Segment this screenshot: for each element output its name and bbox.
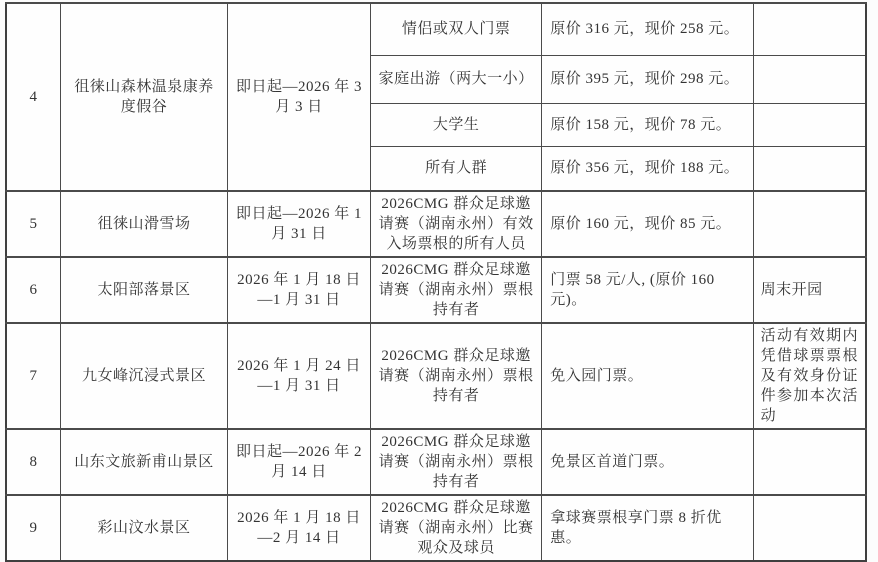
- period-cell: 2026 年 1 月 18 日—1 月 31 日: [228, 257, 371, 323]
- period-cell: 即日起—2026 年 3 月 3 日: [228, 3, 371, 191]
- row-number-cell: 5: [6, 191, 60, 257]
- table-row: [6, 429, 866, 495]
- note-cell: 周末开园: [753, 257, 866, 323]
- price-cell: 拿球赛票根享门票 8 折优惠。: [542, 495, 753, 561]
- audience-cell: 家庭出游（两大一小）: [371, 55, 542, 103]
- spot-name-cell: 山东文旅新甫山景区: [60, 429, 227, 495]
- period-cell: 即日起—2026 年 1 月 31 日: [228, 191, 371, 257]
- row-number-cell: 9: [6, 495, 60, 561]
- table-row: [6, 495, 866, 561]
- price-cell: 原价 316 元，现价 258 元。: [542, 3, 753, 55]
- table-row: [6, 323, 866, 429]
- note-cell: 活动有效期内凭借球票票根及有效身份证件参加本次活动: [753, 323, 866, 429]
- audience-cell: 2026CMG 群众足球邀请赛（湖南永州）比赛观众及球员: [371, 495, 542, 561]
- row-number-cell: 6: [6, 257, 60, 323]
- audience-cell: 2026CMG 群众足球邀请赛（湖南永州）票根持有者: [371, 429, 542, 495]
- spot-name-cell: 彩山汶水景区: [60, 495, 227, 561]
- spot-name-cell: 太阳部落景区: [60, 257, 227, 323]
- spot-name-cell: 九女峰沉浸式景区: [60, 323, 227, 429]
- note-cell: [753, 103, 866, 146]
- table-row: [6, 3, 866, 55]
- audience-cell: 2026CMG 群众足球邀请赛（湖南永州）有效入场票根的所有人员: [371, 191, 542, 257]
- audience-cell: 2026CMG 群众足球邀请赛（湖南永州）票根持有者: [371, 323, 542, 429]
- period-cell: 2026 年 1 月 24 日—1 月 31 日: [228, 323, 371, 429]
- audience-cell: 大学生: [371, 103, 542, 146]
- price-cell: 原价 395 元，现价 298 元。: [542, 55, 753, 103]
- table-row: [6, 191, 866, 257]
- note-cell: [753, 3, 866, 55]
- period-cell: 即日起—2026 年 2 月 14 日: [228, 429, 371, 495]
- period-cell: 2026 年 1 月 18 日—2 月 14 日: [228, 495, 371, 561]
- row-number-cell: 8: [6, 429, 60, 495]
- spot-name-cell: 徂徕山滑雪场: [60, 191, 227, 257]
- audience-cell: 情侣或双人门票: [371, 3, 542, 55]
- price-cell: 原价 158 元，现价 78 元。: [542, 103, 753, 146]
- note-cell: [753, 495, 866, 561]
- audience-cell: 2026CMG 群众足球邀请赛（湖南永州）票根持有者: [371, 257, 542, 323]
- price-cell: 原价 356 元，现价 188 元。: [542, 146, 753, 191]
- note-cell: [753, 55, 866, 103]
- discount-table: [5, 2, 867, 562]
- note-cell: [753, 429, 866, 495]
- audience-cell: 所有人群: [371, 146, 542, 191]
- spot-name-cell: 徂徕山森林温泉康养度假谷: [60, 3, 227, 191]
- price-cell: 免景区首道门票。: [542, 429, 753, 495]
- price-cell: 免入园门票。: [542, 323, 753, 429]
- row-number-cell: 7: [6, 323, 60, 429]
- price-cell: 原价 160 元，现价 85 元。: [542, 191, 753, 257]
- note-cell: [753, 146, 866, 191]
- row-number-cell: 4: [6, 3, 60, 191]
- note-cell: [753, 191, 866, 257]
- table-row: [6, 257, 866, 323]
- price-cell: 门票 58 元/人, (原价 160 元)。: [542, 257, 753, 323]
